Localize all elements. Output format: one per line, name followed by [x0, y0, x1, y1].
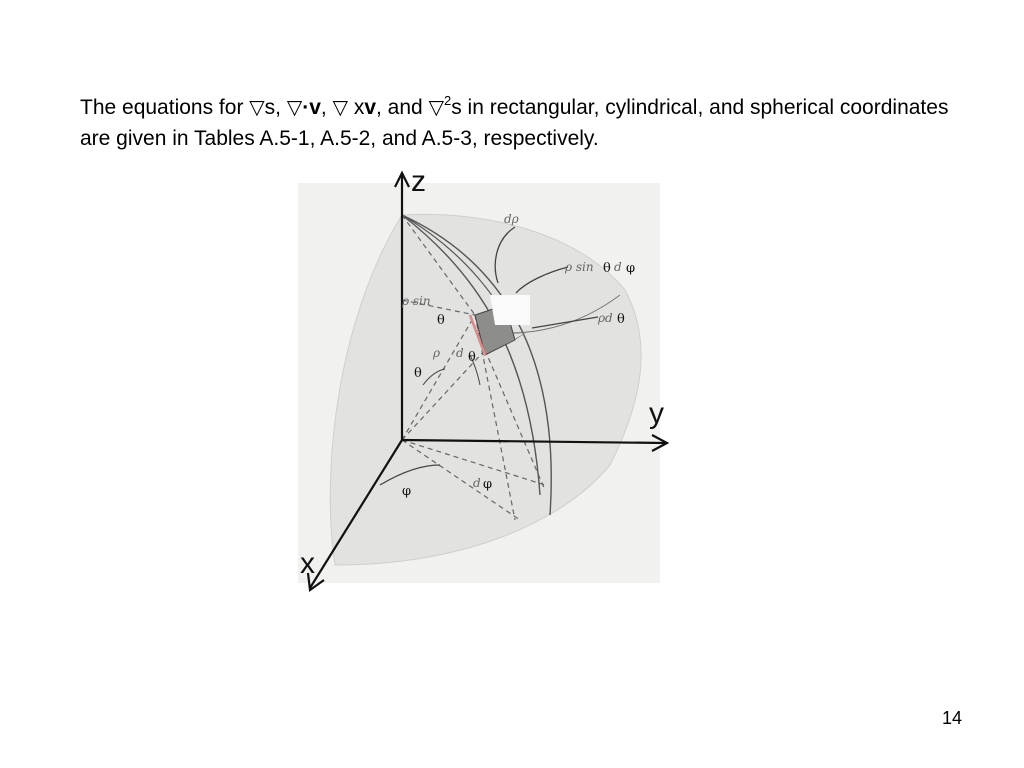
- text-and: , and: [376, 96, 429, 119]
- body-text: [80, 92, 980, 154]
- label-phi: φ: [402, 484, 412, 499]
- label-d: d: [473, 476, 481, 490]
- axis-z-label: z: [411, 165, 426, 198]
- label-d: d: [456, 346, 464, 360]
- vector-v: v: [309, 96, 321, 119]
- axis-y-label: y: [649, 397, 664, 430]
- label-theta: θ: [603, 261, 611, 276]
- label-phi: φ: [626, 261, 636, 276]
- label-rho: ρ: [433, 346, 441, 360]
- axis-x-label: x: [300, 547, 315, 580]
- nabla-symbol: ▽: [428, 95, 444, 119]
- nabla-symbol: ▽: [286, 95, 303, 119]
- text-intro: The equations for: [80, 96, 250, 119]
- label-phi: φ: [483, 477, 493, 492]
- text-s: s,: [264, 96, 287, 119]
- page-number: 14: [941, 708, 962, 728]
- spherical-coordinates-figure: [280, 165, 680, 595]
- label-drho: dρ: [504, 212, 519, 226]
- dot-symbol: ·: [302, 96, 310, 119]
- vector-v: v: [364, 96, 377, 119]
- label-theta: θ: [468, 350, 476, 365]
- text-rest: s in rectangular, cylindrical, and spherical coordinates are given in Tables A.5-1, A.5-2, and A.5-3, respectively.: [80, 96, 949, 150]
- label-theta: θ: [617, 312, 625, 327]
- text-comma: ,: [320, 96, 333, 119]
- superscript-2: 2: [443, 93, 452, 108]
- text-cross-x: x: [347, 96, 365, 119]
- spherical-diagram: [280, 165, 680, 595]
- label-backdrop: [490, 295, 530, 325]
- label-d: d: [614, 260, 622, 274]
- label-theta: θ: [437, 313, 445, 328]
- label-rho-sin: ρ sin: [565, 260, 594, 274]
- label-rho-sin-left: ρ sin: [402, 294, 431, 308]
- label-rho-d: ρd: [598, 311, 613, 325]
- label-theta: θ: [414, 366, 422, 381]
- nabla-symbol: ▽: [249, 95, 265, 119]
- nabla-symbol: ▽: [332, 95, 348, 119]
